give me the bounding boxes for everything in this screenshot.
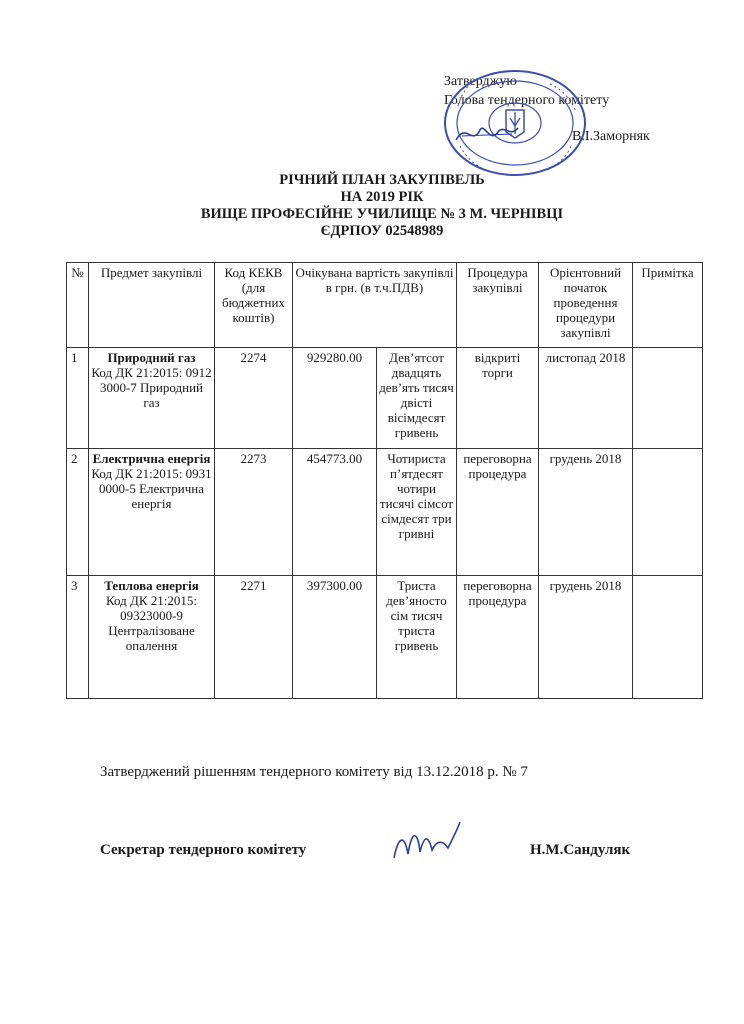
row-subject — [89, 348, 215, 449]
approval-line1: Затверджую — [444, 74, 517, 89]
signature-icon — [388, 818, 468, 868]
table-row — [67, 348, 703, 449]
row-start: грудень 2018 — [539, 449, 633, 576]
title-line2: НА 2019 РІК — [340, 189, 424, 205]
row-amount-words: Дев’ятсот двадцять дев’ять тисяч двісті вісімдесят гривень — [377, 348, 457, 449]
subject-code: Код ДК 21:2015: 0931 0000-5 Електрична енергія — [91, 466, 212, 511]
table-row — [67, 449, 703, 576]
row-amount-words: Чотириста п’ятдесят чотири тисячі сімсот сімдесят три гривні — [377, 449, 457, 576]
document-title — [0, 172, 744, 240]
header-note: Примітка — [633, 263, 703, 348]
title-line3: ВИЩЕ ПРОФЕСІЙНЕ УЧИЛИЩЕ № 3 М. ЧЕРНІВЦІ — [200, 206, 564, 222]
approval-statement: Затверджений рішенням тендерного комітету від 13.12.2018 р. № 7 — [100, 764, 528, 780]
approval-line2: Голова тендерного комітету — [444, 93, 610, 108]
title-line1: РІЧНИЙ ПЛАН ЗАКУПІВЕЛЬ — [279, 172, 485, 188]
row-kekv: 2273 — [215, 449, 293, 576]
row-amount: 397300.00 — [293, 576, 377, 699]
header-procedure: Процедура закупівлі — [457, 263, 539, 348]
approval-name: В.І.Заморняк — [572, 129, 650, 144]
row-num: 3 — [67, 576, 89, 699]
secretary-title: Секретар тендерного комітету — [100, 842, 307, 858]
subject-name: Електрична енергія — [92, 451, 211, 466]
row-amount-words: Триста дев’яносто сім тисяч триста гривень — [377, 576, 457, 699]
row-procedure: переговорна процедура — [457, 449, 539, 576]
header-subject: Предмет закупівлі — [89, 263, 215, 348]
table-row — [67, 576, 703, 699]
header-start: Орієнтовний початок проведення процедури закупівлі — [539, 263, 633, 348]
subject-code: Код ДК 21:2015: 0912 3000-7 Природний газ — [91, 365, 212, 410]
title-line4: ЄДРПОУ 02548989 — [320, 223, 444, 239]
row-num: 2 — [67, 449, 89, 576]
subject-code: Код ДК 21:2015: 09323000-9 Централізоване опалення — [105, 593, 198, 653]
header-amount: Очікувана вартість закупівлі в грн. (в т.ч.ПДВ) — [293, 263, 457, 348]
row-num: 1 — [67, 348, 89, 449]
row-note — [633, 576, 703, 699]
subject-name: Теплова енергія — [104, 578, 199, 593]
row-amount: 929280.00 — [293, 348, 377, 449]
row-kekv: 2274 — [215, 348, 293, 449]
row-note — [633, 348, 703, 449]
subject-name: Природний газ — [107, 350, 196, 365]
row-note — [633, 449, 703, 576]
row-start: листопад 2018 — [539, 348, 633, 449]
table-header-row — [67, 263, 703, 348]
row-start: грудень 2018 — [539, 576, 633, 699]
signature-icon — [452, 118, 522, 148]
row-procedure: відкриті торги — [457, 348, 539, 449]
row-subject — [89, 576, 215, 699]
row-subject — [89, 449, 215, 576]
row-kekv: 2271 — [215, 576, 293, 699]
row-amount: 454773.00 — [293, 449, 377, 576]
header-num: № — [67, 263, 89, 348]
secretary-name: Н.М.Сандуляк — [530, 842, 631, 858]
header-kekv: Код КЕКВ (для бюджетних коштів) — [215, 263, 293, 348]
row-procedure: переговорна процедура — [457, 576, 539, 699]
procurement-table — [66, 262, 703, 699]
